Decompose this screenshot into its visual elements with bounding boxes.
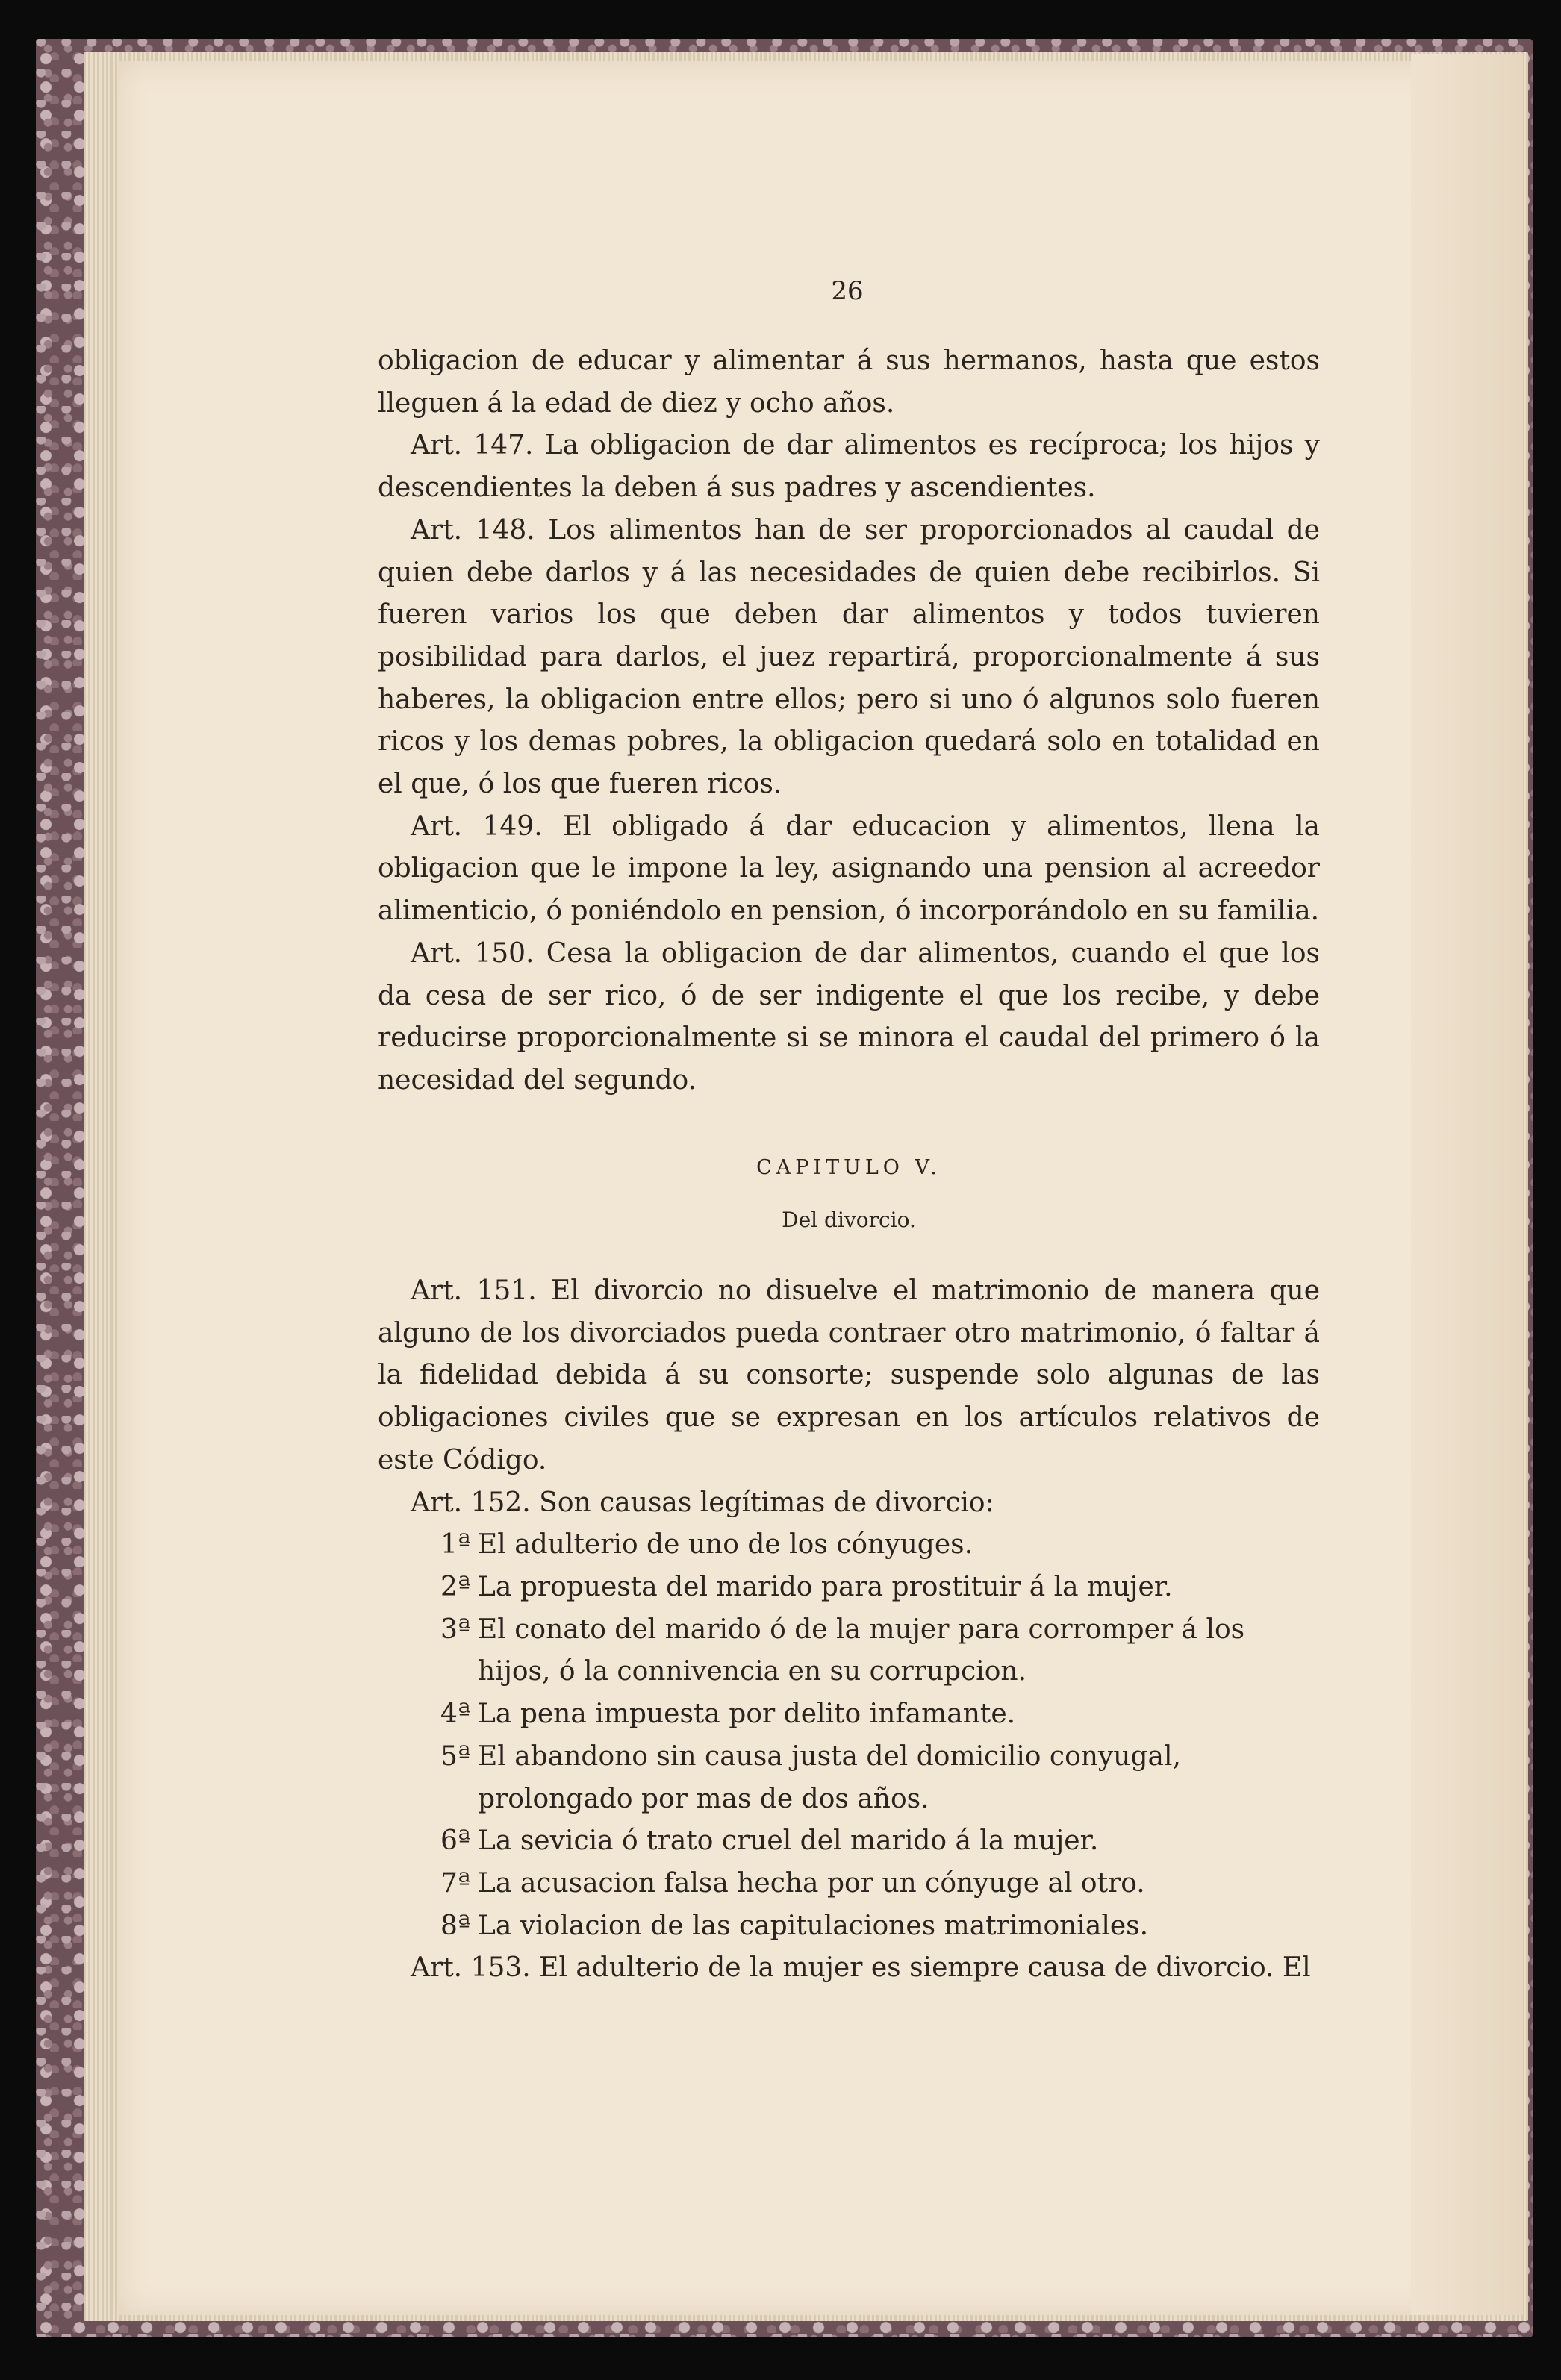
cause-ordinal: 3ª: [440, 1614, 471, 1645]
article-text: La obligacion de dar alimentos es recíproca; los hijos y descendientes la deben á sus padres y ascendientes.: [378, 430, 1321, 504]
cause-text: La acusacion falsa hecha por un cónyuge al otro.: [478, 1867, 1145, 1899]
article-text: Los alimentos han de ser proporcionados al caudal de quien debe darlos y á las necesidades de quien debe recibirlos. Si fueren varios los que deben dar alimentos y todos tuvieren posibilidad para darlos, el juez repartirá, proporcionalmente á sus haberes, la obligacion entre ellos; pero si uno ó algunos solo fueren ricos y los demas pobres, la obligacion quedará solo en totalidad en el que, ó los que fueren ricos.: [378, 514, 1321, 800]
article-label: Art. 147.: [411, 430, 534, 461]
article-label: Art. 151.: [411, 1275, 537, 1307]
article-151: [378, 1270, 1320, 1482]
cause-text: El adulterio de uno de los cónyuges.: [478, 1529, 973, 1561]
cause-ordinal: 2ª: [440, 1571, 471, 1602]
article-text: Son causas legítimas de divorcio:: [539, 1487, 994, 1518]
article-153: [378, 1947, 1320, 1990]
page-body: [378, 340, 1320, 1990]
article-label: Art. 150.: [411, 937, 535, 969]
page-right-edge: [1411, 54, 1523, 2315]
article-147: [378, 425, 1320, 509]
divorce-cause-item: [378, 1609, 1320, 1693]
article-152: [378, 1482, 1320, 1525]
opening-paragraph: obligacion de educar y alimentar á sus hermanos, hasta que estos lleguen á la edad de diez y ocho años.: [378, 346, 1320, 419]
divorce-cause-item: [378, 1905, 1320, 1948]
cause-text: La pena impuesta por delito infamante.: [478, 1699, 1016, 1730]
cause-ordinal: 7ª: [440, 1867, 471, 1899]
page-number: 26: [831, 276, 864, 306]
divorce-cause-item: [378, 1863, 1320, 1905]
cause-ordinal: 1ª: [440, 1529, 471, 1561]
divorce-cause-item: [378, 1693, 1320, 1736]
cause-ordinal: 4ª: [440, 1699, 471, 1730]
article-148: [378, 510, 1320, 806]
cause-text: La sevicia ó trato cruel del marido á la mujer.: [478, 1825, 1099, 1857]
article-text: El obligado á dar educacion y alimentos, llena la obligacion que le impone la ley, asignando una pension al acreedor alimenticio, ó poniéndolo en pension, ó incorporándolo en su familia.: [378, 810, 1320, 927]
divorce-cause-item: [378, 1524, 1320, 1567]
article-label: Art. 148.: [411, 514, 535, 546]
cause-ordinal: 5ª: [440, 1740, 471, 1772]
article-label: Art. 149.: [411, 810, 543, 842]
article-label: Art. 153.: [411, 1952, 531, 1984]
article-text: El divorcio no disuelve el matrimonio de manera que alguno de los divorciados pueda contraer otro matrimonio, ó faltar á la fidelidad debida á su consorte; suspende solo algunas de las obligaciones civiles que se expresan en los artículos relativos de este Código.: [378, 1275, 1320, 1475]
divorce-cause-item: [378, 1736, 1320, 1820]
cause-text: El conato del marido ó de la mujer para corromper á los hijos, ó la connivencia en su corrupcion.: [478, 1614, 1245, 1687]
cause-text: El abandono sin causa justa del domicilio conyugal, prolongado por mas de dos años.: [478, 1740, 1181, 1814]
chapter-subtitle: Del divorcio.: [782, 1208, 916, 1233]
cause-text: La propuesta del marido para prostituir á la mujer.: [478, 1571, 1173, 1602]
cause-ordinal: 8ª: [440, 1910, 471, 1941]
chapter-title: CAPITULO V.: [756, 1155, 941, 1179]
divorce-cause-item: [378, 1567, 1320, 1609]
cause-text: La violacion de las capitulaciones matrimoniales.: [478, 1910, 1149, 1941]
cause-ordinal: 6ª: [440, 1825, 471, 1857]
article-text: Cesa la obligacion de dar alimentos, cuando el que los da cesa de ser rico, ó de ser indigente el que los recibe, y debe reducirse proporcionalmente si se minora el caudal del primero ó la necesidad del segundo.: [378, 937, 1321, 1096]
article-text: El adulterio de la mujer es siempre causa de divorcio. El: [539, 1952, 1311, 1984]
article-149: [378, 806, 1320, 933]
article-label: Art. 152.: [411, 1487, 531, 1518]
divorce-cause-item: [378, 1820, 1320, 1863]
article-150: [378, 933, 1320, 1102]
